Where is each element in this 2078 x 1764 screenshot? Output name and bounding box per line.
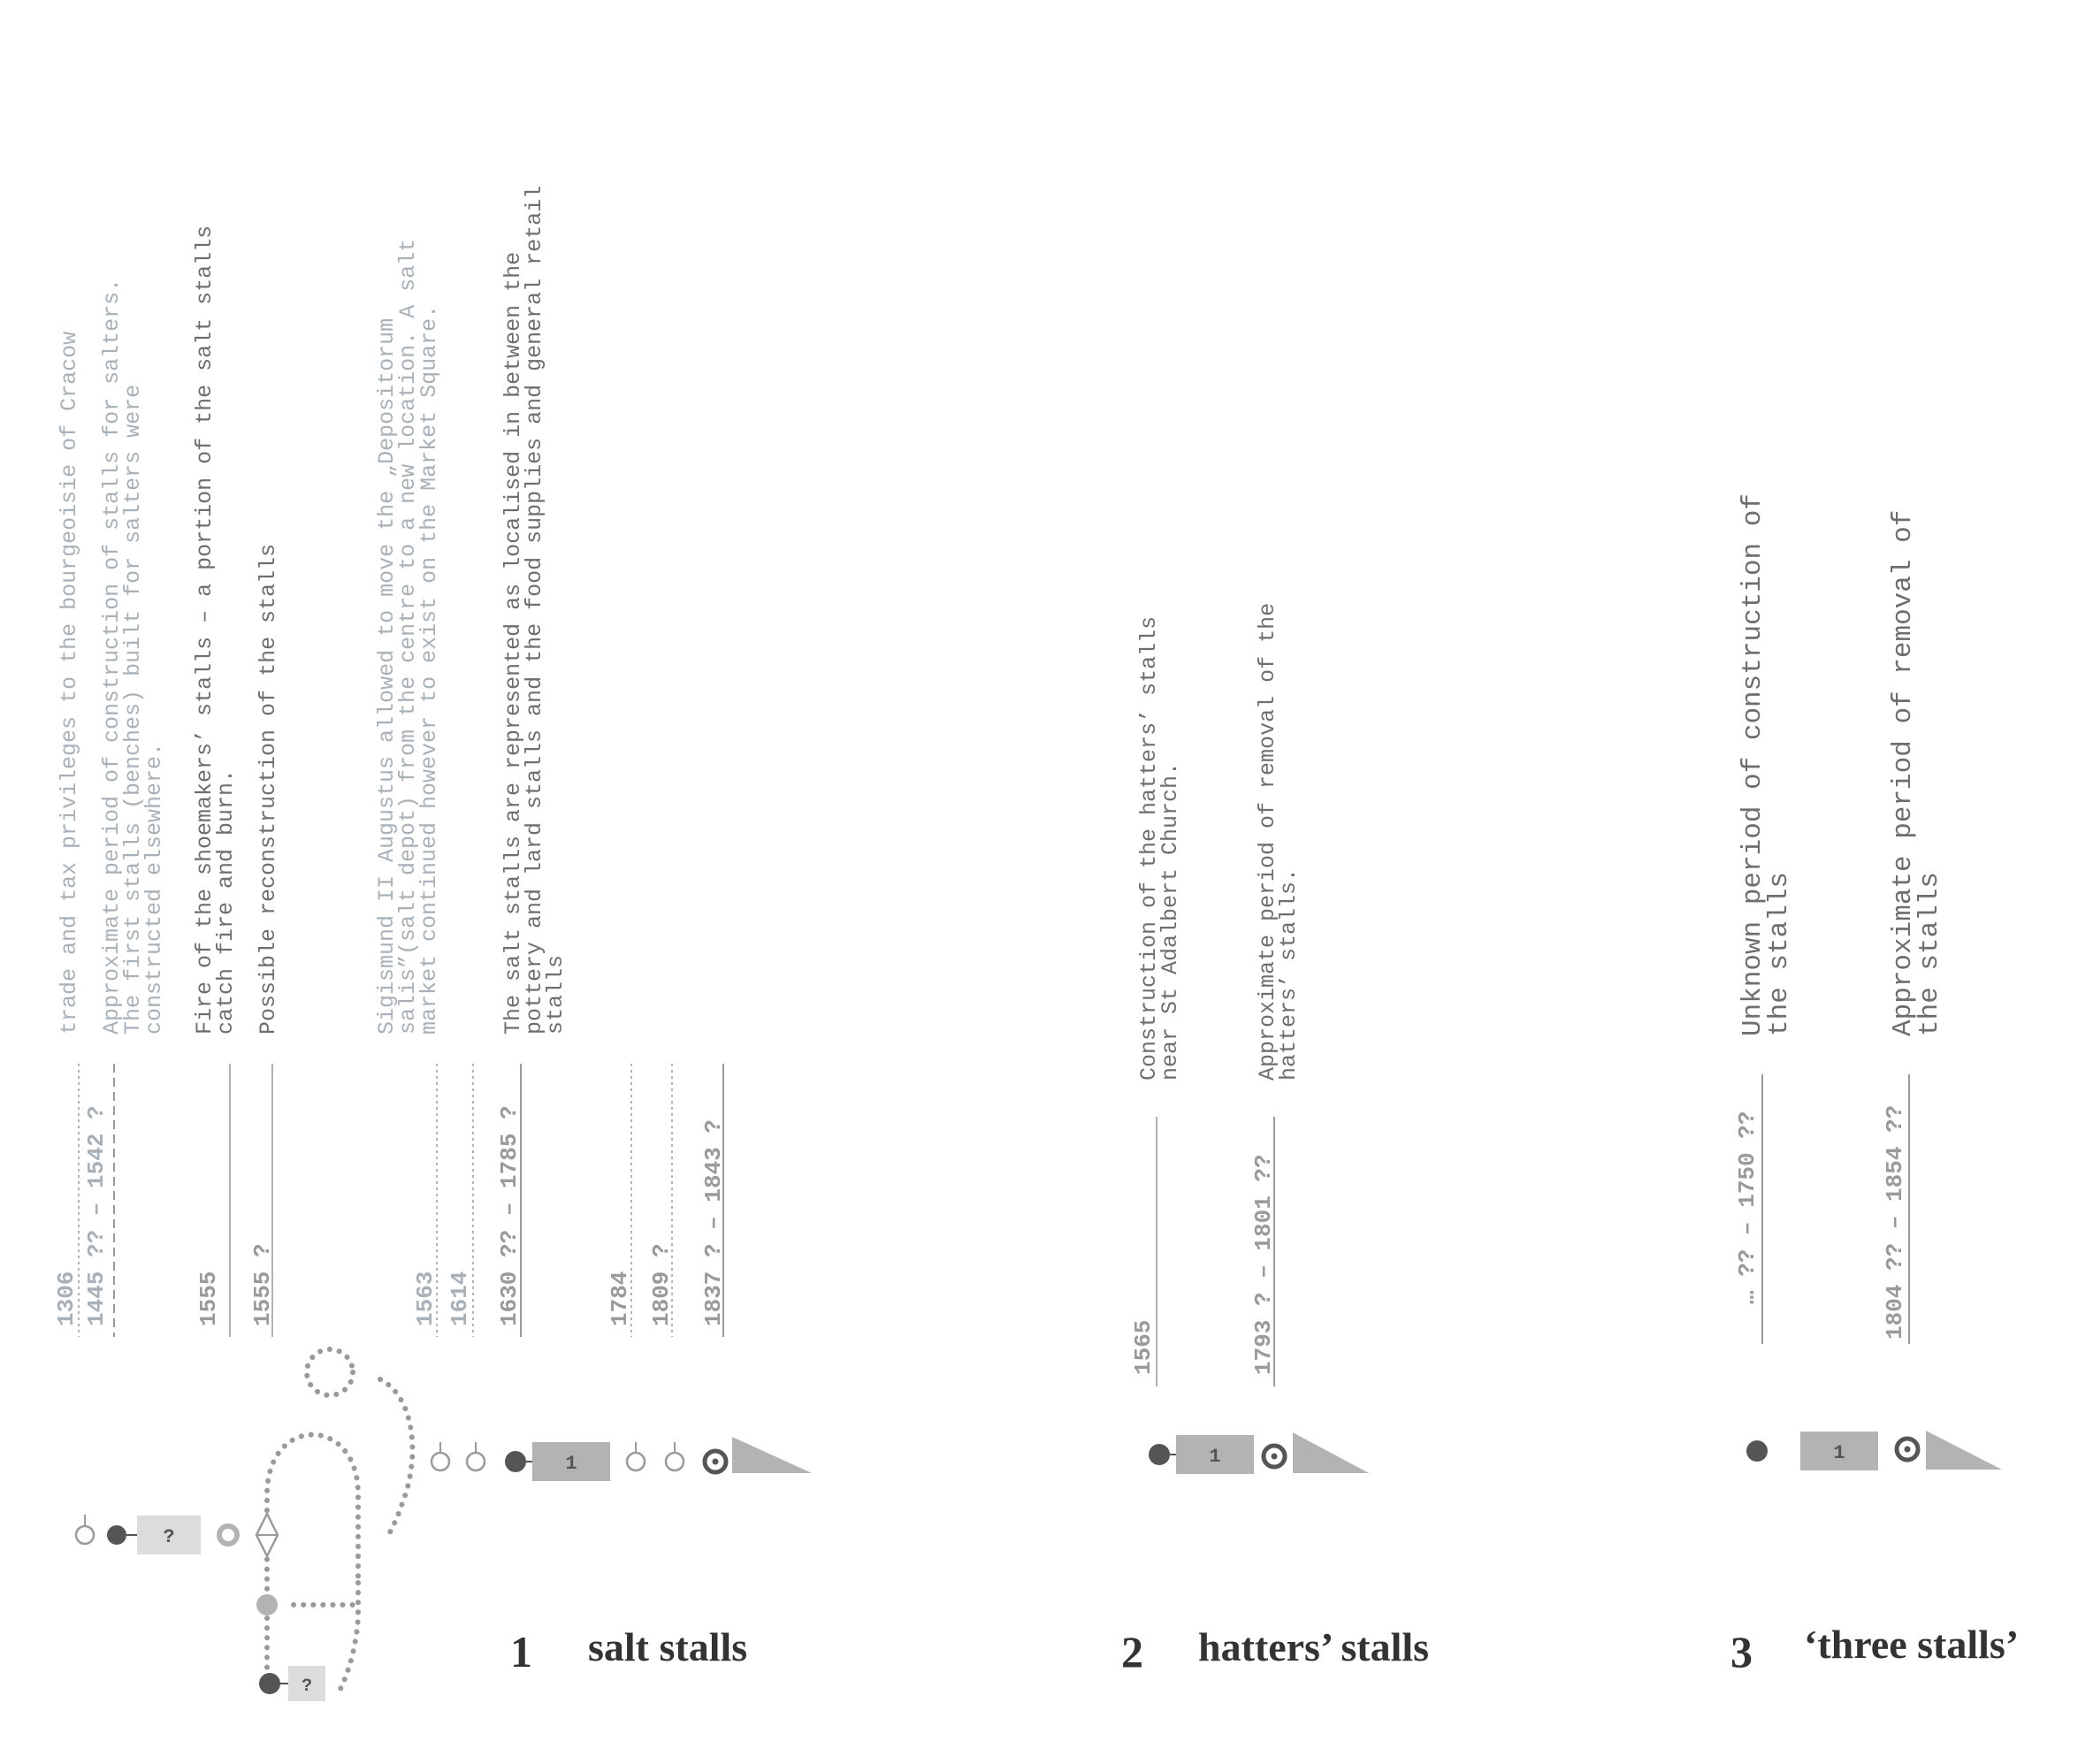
dotted-loop <box>307 1349 353 1395</box>
event-desc-1793-l2: hatters’ stalls. <box>1276 867 1302 1081</box>
section-1-descriptions <box>57 186 569 1035</box>
event-desc-1793-l1: Approximate period of removal of the <box>1255 602 1280 1081</box>
unknown-stall-label: ? <box>163 1526 175 1548</box>
section-2-descriptions <box>1136 603 1302 1081</box>
event-desc-1630-l1: The salt stalls are represented as localised in between the <box>500 251 526 1035</box>
filled-circle-marker-1630 <box>505 1451 526 1472</box>
section-3-sequence <box>1746 1431 2002 1470</box>
event-date-1750: … ?? – 1750 ?? <box>1734 1111 1761 1304</box>
section-1-main-sequence <box>432 1437 812 1481</box>
event-desc-1563-l1: Sigismund II Augustus allowed to move the „Depositorum <box>374 317 400 1035</box>
event-date-1630-1785: 1630 ?? – 1785 ? <box>496 1105 523 1326</box>
event-desc-1565-l1: Construction of the hatters’ stalls <box>1136 615 1162 1081</box>
filled-circle-marker <box>1746 1440 1768 1462</box>
event-desc-1555-l1: Fire of the shoemakers’ stalls – a portion of the salt stalls <box>192 225 218 1035</box>
event-desc-1445-l3: constructed elsewhere. <box>141 742 167 1035</box>
dotted-arch-tail <box>340 1583 358 1689</box>
filled-circle-marker <box>1149 1444 1170 1465</box>
event-date-1793-1801: 1793 ? – 1801 ?? <box>1250 1154 1277 1375</box>
unknown-stall-label-2: ? <box>301 1676 313 1697</box>
section-3-dates <box>1734 1074 1909 1344</box>
event-desc-1804-l2: the stalls <box>1914 871 1945 1036</box>
event-date-1614: 1614 <box>447 1271 473 1326</box>
event-date-1784: 1784 <box>607 1271 633 1326</box>
event-desc-1555-b: Possible reconstruction of the stalls <box>256 543 281 1035</box>
section-3-descriptions <box>1738 493 1945 1036</box>
section-1-dates <box>53 1064 727 1337</box>
event-desc-1804-l1: Approximate period of removal of <box>1888 509 1919 1036</box>
section-2-dates <box>1130 1117 1277 1386</box>
section-2-number: 2 <box>1121 1627 1143 1676</box>
stall-box-1-label: 1 <box>565 1453 577 1475</box>
event-desc-1750-l2: the stalls <box>1764 871 1795 1036</box>
event-date-1445-1542: 1445 ?? – 1542 ? <box>83 1105 110 1326</box>
open-circle-marker <box>76 1526 94 1544</box>
section-1-number: 1 <box>510 1627 532 1676</box>
event-date-1555: 1555 <box>195 1271 222 1326</box>
event-desc-1563-l2: salis”(salt depot) from the centre to a new location. A salt <box>395 238 421 1035</box>
event-desc-1563-l3: market continued however to exist on the Market Square. <box>416 304 442 1035</box>
open-circle-marker-1563 <box>432 1453 449 1470</box>
event-desc-1565-l2: near St Adalbert Church. <box>1157 761 1183 1081</box>
dotted-arch <box>267 1435 358 1600</box>
open-circle-marker-1809 <box>666 1453 684 1470</box>
filled-circle-marker-2 <box>259 1673 280 1694</box>
end-wedge <box>1293 1432 1369 1473</box>
ring-marker <box>219 1526 237 1544</box>
event-date-1804-1854: 1804 ?? – 1854 ?? <box>1882 1104 1908 1340</box>
event-desc-1630-l2: pottery and lard stalls and the food supplies and general retail <box>522 185 547 1035</box>
event-desc-1306: trade and tax privileges to the bourgeoisie of Cracow <box>57 331 82 1035</box>
event-desc-1445-l1: Approximate period of construction of stalls for salters. <box>99 278 125 1035</box>
event-desc-1750-l1: Unknown period of construction of <box>1738 493 1769 1036</box>
event-date-1837-1843: 1837 ? – 1843 ? <box>700 1119 727 1326</box>
section-3 <box>1730 493 2019 1676</box>
section-1-earlier-location <box>76 1514 325 1701</box>
section-1-relocation-paths <box>267 1349 412 1689</box>
event-date-1563: 1563 <box>412 1271 439 1326</box>
open-circle-marker-1614 <box>467 1453 485 1470</box>
event-date-1555-b: 1555 ? <box>249 1243 276 1326</box>
event-desc-1445-l2: The first stalls (benches) built for salters were <box>120 384 146 1035</box>
event-date-1306: 1306 <box>53 1271 80 1326</box>
dotted-arc-right <box>380 1379 412 1534</box>
section-2-sequence <box>1149 1432 1369 1474</box>
event-desc-1630-l3: stalls <box>543 954 569 1035</box>
event-desc-1555-l2: catch fire and burn. <box>213 768 239 1035</box>
section-2-title: hatters’ stalls <box>1198 1624 1430 1669</box>
section-3-title: ‘three stalls’ <box>1804 1622 2020 1667</box>
section-1 <box>53 186 812 1701</box>
open-circle-marker-1784 <box>627 1453 645 1470</box>
event-date-1565: 1565 <box>1130 1319 1157 1375</box>
end-wedge <box>732 1437 812 1473</box>
end-wedge <box>1926 1431 2002 1470</box>
stall-box-1-label: 1 <box>1209 1446 1221 1468</box>
event-date-1809: 1809 ? <box>648 1243 675 1326</box>
grey-circle-marker <box>256 1594 278 1615</box>
section-1-title: salt stalls <box>588 1624 748 1669</box>
filled-circle-marker <box>107 1525 126 1545</box>
section-3-number: 3 <box>1730 1627 1753 1676</box>
section-2 <box>1121 603 1429 1676</box>
stall-box-1-label: 1 <box>1833 1442 1845 1464</box>
